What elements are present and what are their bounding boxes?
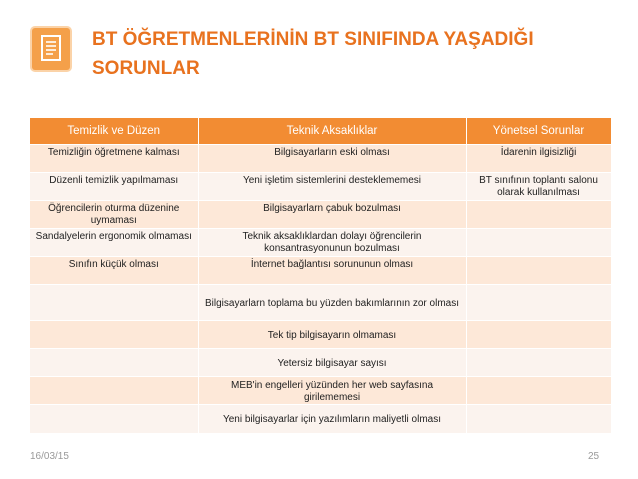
table-header-row: [30, 118, 611, 145]
header-cleaning: Temizlik ve Düzen: [30, 118, 198, 145]
table-row: [30, 377, 611, 405]
table-cell: Yetersiz bilgisayar sayısı: [198, 349, 466, 377]
table-cell: [30, 405, 198, 433]
table-cell: [466, 349, 611, 377]
page-title: BT ÖĞRETMENLERİNİN BT SINIFINDA YAŞADIĞI SORUNLAR: [92, 29, 534, 79]
table-cell: Temizliğin öğretmene kalması: [30, 145, 198, 173]
footer-date: 16/03/15: [30, 451, 69, 462]
table-cell: İnternet bağlantısı sorununun olması: [198, 257, 466, 285]
table-cell: [30, 285, 198, 321]
header-technical: Teknik Aksaklıklar: [198, 118, 466, 145]
table-cell: [466, 377, 611, 405]
table-cell: BT sınıfının toplantı salonu olarak kullanılması: [466, 173, 611, 201]
table-cell: [30, 321, 198, 349]
table-row: [30, 145, 611, 173]
table-cell: [466, 405, 611, 433]
table-row: [30, 321, 611, 349]
table-row: [30, 173, 611, 201]
table-cell: [466, 229, 611, 257]
table-cell: Tek tip bilgisayarın olmaması: [198, 321, 466, 349]
table-row: [30, 349, 611, 377]
table-cell: Bilgisayarların eski olması: [198, 145, 466, 173]
page-number: 25: [588, 451, 600, 462]
table-cell: Sınıfın küçük olması: [30, 257, 198, 285]
table-cell: [30, 349, 198, 377]
problems-table: [30, 118, 612, 433]
table-cell: [466, 321, 611, 349]
table-row: [30, 201, 611, 229]
table-cell: [466, 201, 611, 229]
document-icon: [32, 28, 70, 70]
table-row: [30, 229, 611, 257]
table-cell: Teknik aksaklıklardan dolayı öğrencilerin konsantrasyonunun bozulması: [198, 229, 466, 257]
table-cell: Düzenli temizlik yapılmaması: [30, 173, 198, 201]
table-cell: [30, 377, 198, 405]
table-cell: Yeni işletim sistemlerini desteklememesi: [198, 173, 466, 201]
table-cell: [466, 257, 611, 285]
table-cell: Sandalyelerin ergonomik olmaması: [30, 229, 198, 257]
table-cell: Bilgisayarlarn çabuk bozulması: [198, 201, 466, 229]
table-cell: İdarenin ilgisizliği: [466, 145, 611, 173]
table-cell: Öğrencilerin oturma düzenine uymaması: [30, 201, 198, 229]
table-cell: Bilgisayarlarn toplama bu yüzden bakımlarının zor olması: [198, 285, 466, 321]
table-row: [30, 285, 611, 321]
header-administrative: Yönetsel Sorunlar: [466, 118, 611, 145]
table-cell: MEB'in engelleri yüzünden her web sayfasına girilememesi: [198, 377, 466, 405]
table-row: [30, 257, 611, 285]
table-cell: Yeni bilgisayarlar için yazılımların maliyetli olması: [198, 405, 466, 433]
table-row: [30, 405, 611, 433]
table-cell: [466, 285, 611, 321]
